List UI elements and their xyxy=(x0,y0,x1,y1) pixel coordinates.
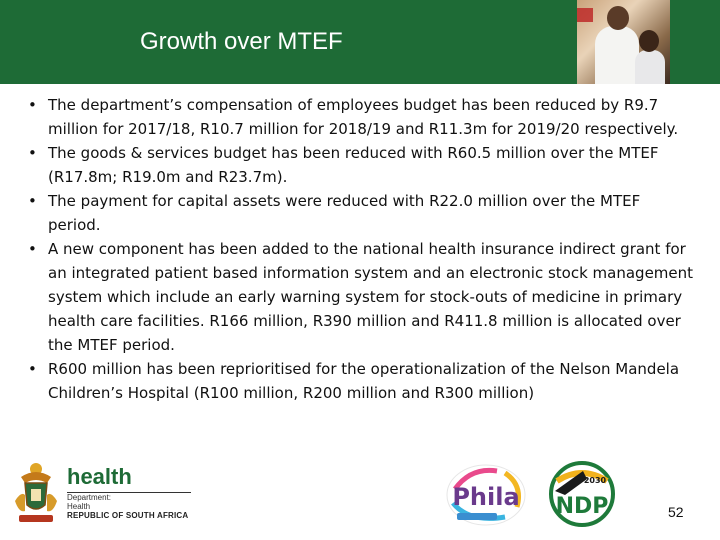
page-number: 52 xyxy=(668,504,684,520)
bullet-list xyxy=(28,93,696,405)
health-department-logo xyxy=(67,465,197,527)
photo-nurse-head xyxy=(607,6,629,30)
page-title: Growth over MTEF xyxy=(140,28,343,55)
health-logo-line3: REPUBLIC OF SOUTH AFRICA xyxy=(67,511,189,520)
bullet-item-capital-assets: • The payment for capital assets were reduced with R22.0 million over the MTEF period. xyxy=(28,189,696,237)
bullet-item-nhi-grant: • A new component has been added to the national health insurance indirect grant for an integrated patient based information system and an electronic stock management system which include an early warning system for stock-outs of medicine in primary health care facilities. R166 million, R390 million and R411.8 million is allocated over the MTEF period. xyxy=(28,237,696,357)
ndp-year: 2030 xyxy=(583,476,607,485)
phila-logo xyxy=(445,463,527,527)
health-logo-line1: Department: xyxy=(67,493,112,502)
bullet-item-nelson-mandela: • R600 million has been reprioritised for the operationalization of the Nelson Mandela Children’s Hospital (R100 million, R200 million and R300 million) xyxy=(28,357,696,405)
bullet-item-goods-services: • The goods & services budget has been reduced with R60.5 million over the MTEF (R17.8m; R19.0m and R23.7m). xyxy=(28,141,696,189)
title-bar xyxy=(0,0,720,84)
coat-of-arms-icon xyxy=(11,461,61,527)
photo-child xyxy=(635,50,665,84)
health-wordmark: health xyxy=(67,465,191,493)
photo-sign xyxy=(577,8,593,22)
bullet-item-compensation: • The department’s compensation of employees budget has been reduced by R9.7 million for 2017/18, R10.7 million for 2018/19 and R11.3m for 2019/20 respectively. xyxy=(28,93,696,141)
header-photo xyxy=(577,0,670,84)
photo-nurse xyxy=(595,26,639,84)
phila-wordmark: Phila xyxy=(452,483,520,511)
ndp-wordmark: NDP xyxy=(555,494,609,519)
ndp-logo xyxy=(543,461,621,527)
health-logo-line2: Health xyxy=(67,502,91,511)
photo-child-head xyxy=(639,30,659,52)
